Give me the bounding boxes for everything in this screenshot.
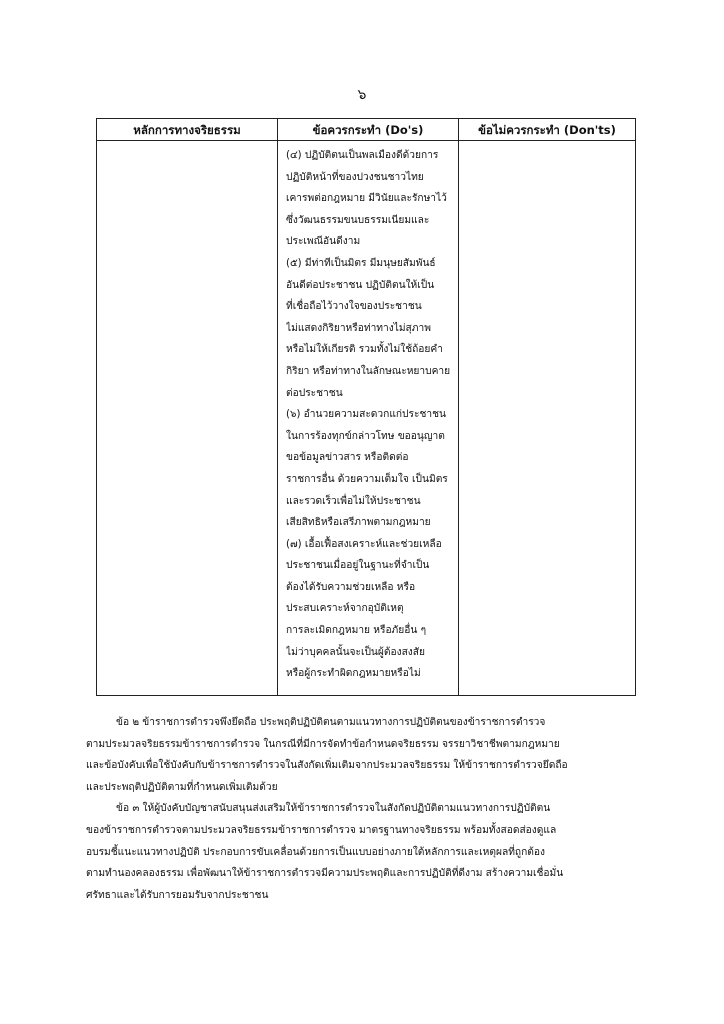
dos-list: [278, 141, 458, 685]
header-principle: หลักการทางจริยธรรม: [97, 119, 278, 140]
ethics-table: [96, 118, 636, 696]
paragraph-line: ศรัทธาและได้รับการยอมรับจากประชาชน: [86, 889, 269, 901]
dos-line: ขอข้อมูลข่าวสาร หรือติดต่อ: [286, 452, 409, 464]
paragraph-line: ตามประมวลจริยธรรมข้าราชการตำรวจ ในกรณีที่มีการจัดทำข้อกำหนดจริยธรรม จรรยาวิชาชีพตามกฎหมาย: [86, 738, 560, 750]
dos-line: (๖) อำนวยความสะดวกแก่ประชาชน: [286, 409, 446, 421]
dos-line: ปฏิบัติหน้าที่ของปวงชนชาวไทย: [286, 171, 424, 183]
dos-line: เคารพต่อกฎหมาย มีวินัยและรักษาไว้: [286, 193, 447, 205]
dos-line: และรวดเร็วเพื่อไม่ให้ประชาชน: [286, 495, 421, 507]
dos-line: ไม่แสดงกิริยาหรือท่าทางไม่สุภาพ: [286, 322, 431, 334]
paragraph-line: ของข้าราชการตำรวจตามประมวลจริยธรรมข้าราชการตำรวจ มาตรฐานทางจริยธรรม พร้อมทั้งสอดส่องดูแล: [86, 824, 557, 836]
cell-donts: [459, 141, 635, 695]
header-donts: ข้อไม่ควรกระทำ (Don'ts): [478, 123, 616, 137]
dos-line: (๗) เอื้อเฟื้อสงเคราะห์และช่วยเหลือ: [286, 538, 442, 550]
dos-line: ต่อประชาชน: [286, 387, 343, 399]
cell-dos: [278, 141, 459, 695]
table-header-row: [97, 119, 635, 141]
paragraph-line: ข้อ ๒ ข้าราชการตำรวจพึงยึดถือ ประพฤติปฏิบัติตนตามแนวทางการปฏิบัติตนของข้าราชการตำรวจ: [116, 717, 546, 728]
dos-line: ไม่ว่าบุคคลนั้นจะเป็นผู้ต้องสงสัย: [286, 646, 425, 658]
paragraph-line: และข้อบังคับเพื่อใช้บังคับกับข้าราชการตำรวจในสังกัดเพิ่มเติมจากประมวลจริยธรรม ให้ข้าราชการตำรวจยึดถือ: [86, 760, 568, 772]
dos-line: ซึ่งวัฒนธรรมขนบธรรมเนียมและ: [286, 214, 430, 226]
dos-line: หรือไม่ให้เกียรติ รวมทั้งไม่ใช้ถ้อยคำ: [286, 344, 443, 356]
dos-line: ในการร้องทุกข์กล่าวโทษ ขออนุญาต: [286, 430, 445, 442]
dos-line: อันดีต่อประชาชน ปฏิบัติตนให้เป็น: [286, 279, 435, 291]
dos-line: ประชาชนเมื่ออยู่ในฐานะที่จำเป็น: [286, 560, 430, 572]
dos-line: (๕) มีท่าทีเป็นมิตร มีมนุษยสัมพันธ์: [286, 257, 436, 269]
dos-line: ที่เชื่อถือไว้วางใจของประชาชน: [286, 301, 422, 313]
paragraph: [86, 712, 648, 798]
table-body-row: [97, 141, 635, 695]
paragraph: [86, 798, 648, 906]
paragraph-line: ข้อ ๓ ให้ผู้บังคับบัญชาสนับสนุนส่งเสริมให้ข้าราชการตำรวจในสังกัดปฏิบัติตามแนวทางการปฏิบัติตน: [116, 803, 551, 815]
header-dos: ข้อควรกระทำ (Do's): [278, 119, 459, 140]
body-paragraphs: [86, 712, 648, 906]
page-number: ๖: [357, 87, 367, 103]
paragraph-line: และประพฤติปฏิบัติตามที่กำหนดเพิ่มเติมด้วย: [86, 781, 278, 793]
dos-line: ต้องได้รับความช่วยเหลือ หรือ: [286, 581, 416, 593]
dos-line: การละเมิดกฎหมาย หรือภัยอื่น ๆ: [286, 625, 427, 637]
dos-line: ราชการอื่น ด้วยความเต็มใจ เป็นมิตร: [286, 473, 448, 485]
paragraph-line: อบรมชี้แนะแนวทางปฏิบัติ ประกอบการขับเคลื่อนด้วยการเป็นแบบอย่างภายใต้หลักการและเหตุผลที่ถูกต้อง: [86, 846, 545, 858]
dos-line: ประเพณีอันดีงาม: [286, 236, 361, 248]
dos-line: ประสบเคราะห์จากอุบัติเหตุ: [286, 603, 404, 615]
dos-line: เสียสิทธิหรือเสรีภาพตามกฎหมาย: [286, 517, 431, 529]
paragraph-line: ตามทำนองคลองธรรม เพื่อพัฒนาให้ข้าราชการตำรวจมีความประพฤติและการปฏิบัติที่ดีงาม สร้างความเชื่อมั่น: [86, 868, 564, 880]
cell-principle: [97, 141, 278, 695]
dos-line: กิริยา หรือท่าทางในลักษณะหยาบคาย: [286, 365, 451, 377]
dos-line: หรือผู้กระทำผิดกฎหมายหรือไม่: [286, 668, 421, 680]
dos-line: (๔) ปฏิบัติตนเป็นพลเมืองดีด้วยการ: [286, 150, 439, 161]
